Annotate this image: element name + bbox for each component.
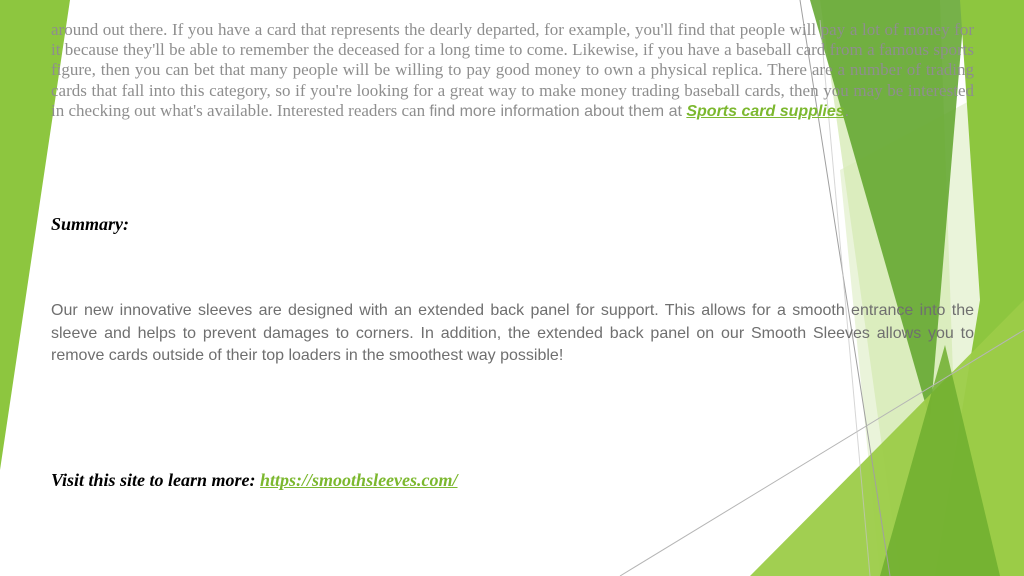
summary-paragraph: Our new innovative sleeves are designed with an extended back panel for support. This allows for a smooth entrance into the sleeve and helps to prevent damages to corners. In addition, the extended back panel on our Smooth Sleeves allows you to remove cards outside of their top loaders in the smoothest way possible! bbox=[51, 302, 974, 364]
smoothsleeves-link[interactable]: https://smoothsleeves.com/ bbox=[260, 470, 458, 490]
visit-line bbox=[51, 470, 974, 491]
end-punct: . bbox=[844, 102, 850, 120]
paragraph-closing bbox=[429, 103, 849, 120]
summary-heading: Summary: bbox=[51, 214, 130, 234]
paragraph-continuation bbox=[51, 20, 974, 122]
closing-text: find more information about them at bbox=[429, 102, 682, 120]
visit-label: Visit this site to learn more: bbox=[51, 470, 256, 490]
sports-card-supplies-link[interactable]: Sports card supplies bbox=[686, 102, 845, 120]
paragraph-body: around out there. If you have a card that represents the dearly departed, for example, you'll find that people will pay a lot of money for it because they'll be able to remember the deceased for a long time to come. Likewise, if you have a baseball card from a famous sports figure, then you can bet that many people will be willing to pay good money to own a physical replica. There are a number of trading cards that fall into this category, so if you're looking for a great way to make money trading baseball cards, then you may be interested in checking out what's available. Interested readers can bbox=[51, 20, 974, 120]
